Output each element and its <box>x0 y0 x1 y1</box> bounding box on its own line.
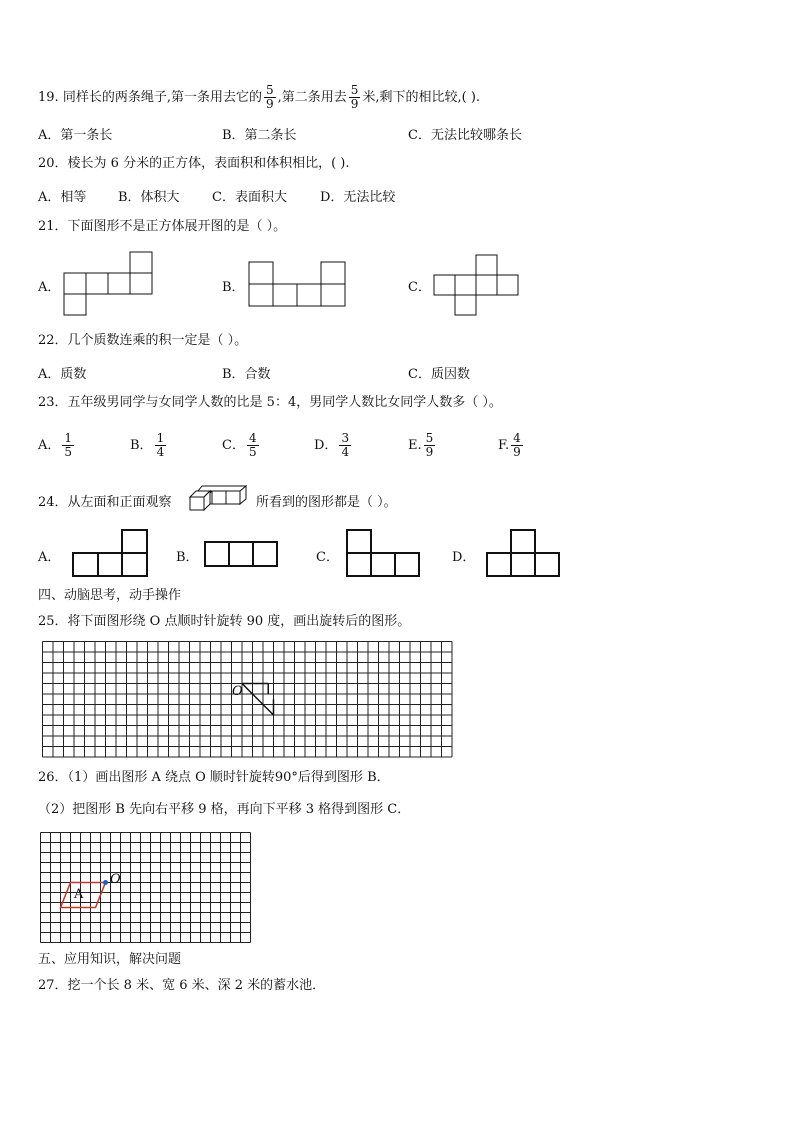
q23-option-c-fraction <box>247 432 259 459</box>
q25-point-o-label: O <box>232 684 243 699</box>
question-24-part-2: 所看到的图形都是（ ）。 <box>256 495 397 510</box>
q23-option-d-fraction <box>339 432 351 459</box>
q23-b-den: 4 <box>156 445 165 459</box>
q23-option-f[interactable] <box>498 432 525 459</box>
q22-option-c[interactable]: C．质因数 <box>408 367 470 382</box>
q19-option-c[interactable]: C．无法比较哪条长 <box>408 128 522 143</box>
section-4-heading: 四、动脑思考，动手操作 <box>38 588 182 603</box>
question-25: 25．将下面图形绕 O 点顺时针旋转 90 度，画出旋转后的图形。 <box>38 614 411 629</box>
q19-text-3: 米,剩下的相比较,( ). <box>362 90 481 105</box>
q23-option-f-label: F. <box>498 438 510 453</box>
q23-option-e-fraction <box>424 432 436 459</box>
q23-option-e[interactable] <box>408 432 437 459</box>
q23-d-den: 4 <box>341 445 350 459</box>
question-26-part-2: （2）把图形 B 先向右平移 9 格，再向下平移 3 格得到图形 C． <box>38 802 411 817</box>
q23-c-num: 4 <box>248 431 257 445</box>
q24-label-a[interactable]: A． <box>38 550 61 565</box>
q19-fraction-1 <box>264 84 276 111</box>
q19-text-2: ,第二条用去 <box>277 90 347 105</box>
section-5-heading: 五、应用知识，解决问题 <box>38 952 182 967</box>
q21-net-a-figure <box>64 251 154 317</box>
q23-a-num: 1 <box>64 431 73 445</box>
q24-cube-stack-icon <box>188 485 248 519</box>
q19-fraction-2 <box>349 84 361 111</box>
q23-f-den: 9 <box>513 445 521 459</box>
q23-b-num: 1 <box>156 431 165 445</box>
q19-text-1: 同样长的两条绳子,第一条用去它的 <box>62 90 262 105</box>
q19-frac2-num: 5 <box>350 83 359 97</box>
q23-option-c-label: C． <box>222 438 245 453</box>
q26-point-o-dot <box>103 880 108 885</box>
q21-label-c[interactable]: C． <box>408 280 431 295</box>
q19-option-a[interactable]: A．第一条长 <box>38 128 113 143</box>
q19-number: 19. <box>38 90 59 105</box>
q26-grid[interactable] <box>40 832 254 942</box>
q23-option-b[interactable] <box>130 432 168 459</box>
question-27: 27．挖一个长 8 米、宽 6 米、深 2 米的蓄水池． <box>38 978 326 993</box>
q22-option-b[interactable]: B．合数 <box>222 367 271 382</box>
question-19 <box>38 84 480 111</box>
q23-option-a-label: A． <box>38 438 61 453</box>
q19-frac1-den: 9 <box>265 97 274 111</box>
question-22: 22．几个质数连乘的积一定是（ ）。 <box>38 333 248 348</box>
q21-net-b-figure <box>249 261 349 309</box>
q23-e-den: 9 <box>425 445 434 459</box>
q24-label-c[interactable]: C． <box>316 550 339 565</box>
q20-option-a[interactable]: A．相等 <box>38 190 87 205</box>
q23-option-b-label: B． <box>130 438 153 453</box>
q26-grid-lines <box>41 833 251 943</box>
q24-view-b-figure <box>204 541 280 569</box>
q20-option-d[interactable]: D．无法比较 <box>320 190 396 205</box>
q22-option-a[interactable]: A．质数 <box>38 367 87 382</box>
q23-a-den: 5 <box>64 445 73 459</box>
question-20: 20．棱长为 6 分米的正方体，表面积和体积相比，( ). <box>38 156 350 171</box>
q23-option-b-fraction <box>155 432 167 459</box>
q25-grid[interactable] <box>42 641 434 759</box>
q24-view-c-figure <box>346 529 422 579</box>
q23-option-f-fraction <box>511 432 523 459</box>
q23-option-a[interactable] <box>38 432 76 459</box>
q23-c-den: 5 <box>248 445 257 459</box>
q23-option-e-label: E. <box>408 438 422 453</box>
q24-label-b[interactable]: B． <box>176 550 199 565</box>
q20-option-b[interactable]: B．体积大 <box>118 190 180 205</box>
q25-grid-lines <box>43 642 453 758</box>
q21-net-c-figure <box>434 254 520 318</box>
q20-option-c[interactable]: C．表面积大 <box>212 190 287 205</box>
q23-d-num: 3 <box>341 431 350 445</box>
q23-option-c[interactable] <box>222 432 261 459</box>
q21-label-a[interactable]: A． <box>38 280 61 295</box>
q19-frac2-den: 9 <box>350 97 359 111</box>
q24-view-d-figure <box>486 529 562 579</box>
q19-option-b[interactable]: B．第二条长 <box>222 128 297 143</box>
q19-frac1-num: 5 <box>265 83 274 97</box>
q23-option-d[interactable] <box>314 432 353 459</box>
question-26-part-1: 26．（1）画出图形 A 绕点 O 顺时针旋转90°后得到图形 B． <box>38 770 390 785</box>
q24-view-a-figure <box>72 529 150 579</box>
q26-shape-a-label: A <box>74 887 84 902</box>
q26-point-o-label: O <box>110 872 121 887</box>
q23-option-a-fraction <box>62 432 74 459</box>
q23-e-num: 5 <box>425 431 434 445</box>
question-23: 23．五年级男同学与女同学人数的比是 5：4，男同学人数比女同学人数多（ ）。 <box>38 395 502 410</box>
q23-f-num: 4 <box>513 431 521 445</box>
question-21: 21．下面图形不是正方体展开图的是（ ）。 <box>38 219 287 234</box>
q21-label-b[interactable]: B． <box>222 280 245 295</box>
q23-option-d-label: D． <box>314 438 338 453</box>
question-24-part-1: 24．从左面和正面观察 <box>38 495 172 510</box>
q24-label-d[interactable]: D． <box>452 550 476 565</box>
